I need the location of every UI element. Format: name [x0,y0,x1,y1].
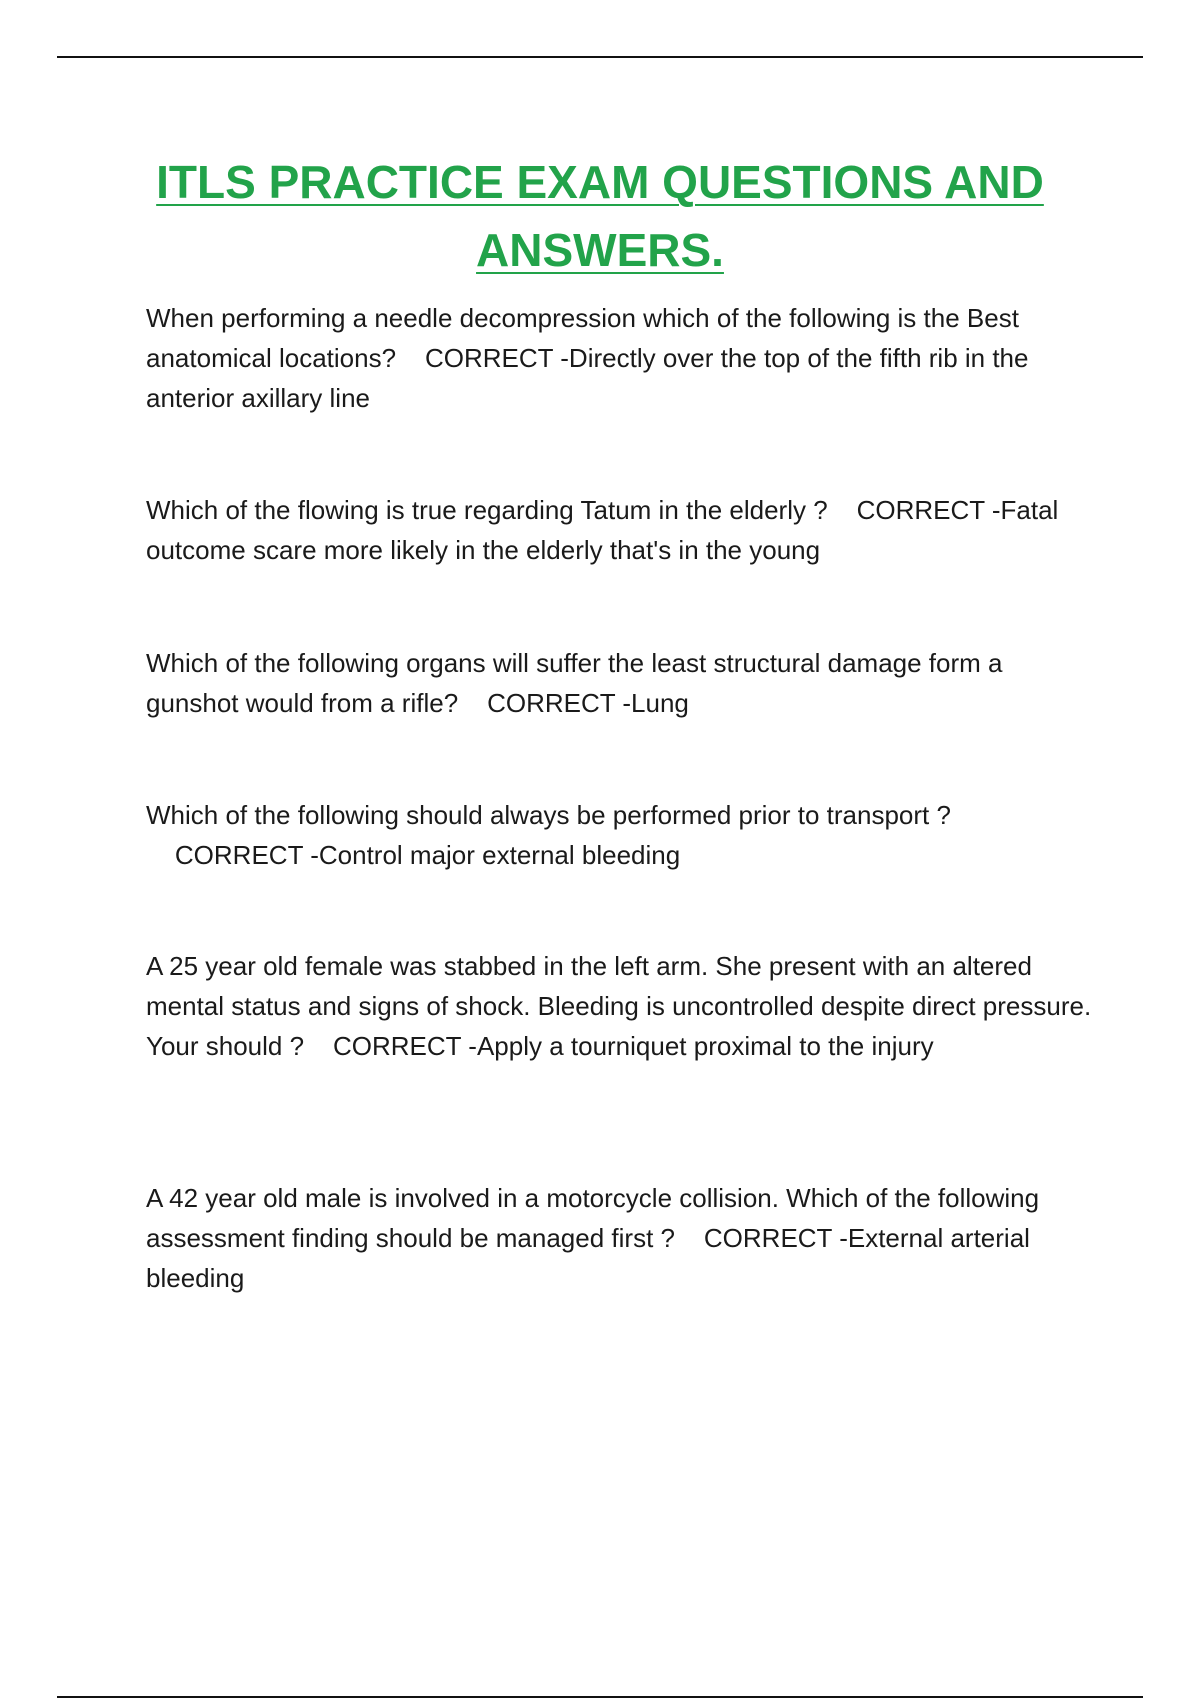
qa-item [146,490,1096,570]
answer-prefix: CORRECT - [703,1223,848,1253]
answer-text: Fatal outcome scare more likely in the elderly that's in the young [146,495,1059,565]
answer-prefix: CORRECT - [424,343,569,373]
answer-text: Control major external bleeding [318,840,681,870]
answer-text: Apply a tourniquet proximal to the injury [476,1031,934,1061]
qa-item [146,1178,1096,1298]
question-text: Which of the following organs will suffer the least structural damage form a gunshot would from a rifle? [146,648,1003,718]
answer-text: External arterial bleeding [146,1223,1030,1293]
page-title [0,148,1200,284]
answer-prefix: CORRECT - [487,688,632,718]
answer-prefix: CORRECT - [332,1031,477,1061]
qa-item [146,795,1096,875]
title-line-1: ITLS PRACTICE EXAM QUESTIONS AND [156,156,1044,208]
footer-rule [57,1696,1143,1698]
question-text: A 42 year old male is involved in a motorcycle collision. Which of the following assessment finding should be managed first ? [146,1183,1040,1253]
answer-text: Directly over the top of the fifth rib in the anterior axillary line [146,343,1029,413]
title-line-2: ANSWERS. [476,224,724,276]
question-text: Which of the following should always be performed prior to transport ? [146,800,951,830]
header-rule [57,56,1143,58]
question-text: A 25 year old female was stabbed in the left arm. She present with an altered mental status and signs of shock. Bleeding is uncontrolled despite direct pressure. Your should ? [146,951,1092,1061]
answer-text: Lung [631,688,689,718]
answer-prefix: CORRECT - [174,840,319,870]
question-text: Which of the flowing is true regarding Tatum in the elderly ? [146,495,828,525]
answer-prefix: CORRECT - [856,495,1001,525]
qa-item [146,946,1096,1066]
question-text: When performing a needle decompression which of the following is the Best anatomical locations? [146,303,1019,373]
qa-item [146,643,1096,723]
qa-item [146,298,1096,418]
